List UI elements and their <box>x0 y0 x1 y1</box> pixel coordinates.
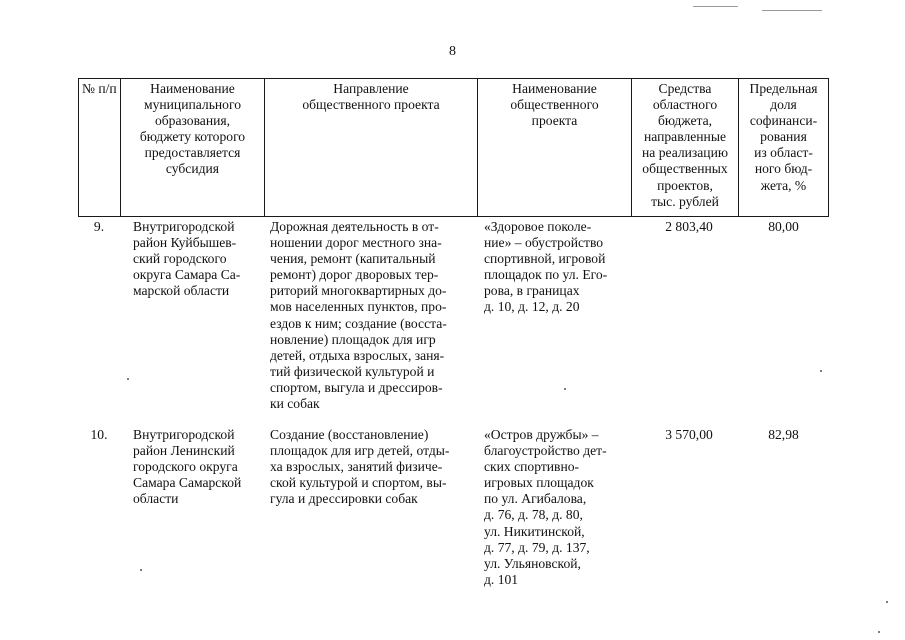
row-municipality: Внутригородской район Ленинский городского округа Самара Самарской области <box>133 427 242 507</box>
scan-speck <box>140 569 142 571</box>
header-project-name: Наименование общественного проекта <box>510 81 599 129</box>
header-number: № п/п <box>82 81 117 96</box>
scan-speck <box>127 378 129 380</box>
row-max-share: 80,00 <box>768 219 799 234</box>
row-municipality: Внутригородской район Куйбышев- ский городского округа Самара Са- марской области <box>133 219 241 299</box>
scan-speck <box>886 601 888 603</box>
row-project-name: «Здоровое поколе- ние» – обустройство спортивной, игровой площадок по ул. Его- рова, в границах д. 10, д. 12, д. 20 <box>484 219 608 315</box>
header-max-cofinancing-share: Предельная доля софинанси- рования из област- ного бюд- жета, % <box>749 81 818 193</box>
scan-speck <box>564 388 566 390</box>
table-border-right <box>828 78 829 217</box>
scan-speck <box>820 370 822 372</box>
header-project-direction: Направление общественного проекта <box>302 81 440 113</box>
row-project-direction: Дорожная деятельность в от- ношении дорог местного зна- чения, ремонт (капитальный ремонт) дорог дворовых тер- риторий многоквартирных до- мов населенных пунктов, про- ездов к ним; создание (восста- новление) площадок для игр детей, отдыха взрослых, заня- тий физической культурой и спортом, выгула и дрессиров- ки собак <box>270 219 447 412</box>
row-project-direction: Создание (восстановление) площадок для игр детей, отды- ха взрослых, занятий физиче- ской культурой и спортом, вы- гула и дрессировки собак <box>270 427 450 507</box>
page-number: 8 <box>449 44 456 59</box>
header-regional-funds: Средства областного бюджета, направленные на реализацию общественных проектов, тыс. рублей <box>641 81 729 209</box>
row-regional-funds: 2 803,40 <box>665 219 713 234</box>
row-number: 9. <box>93 219 105 234</box>
table-border-top <box>78 78 828 79</box>
scan-speck <box>878 631 880 633</box>
row-regional-funds: 3 570,00 <box>665 427 713 442</box>
scan-artifact-line <box>762 10 822 11</box>
row-project-name: «Остров дружбы» – благоустройство дет- ских спортивно- игровых площадок по ул. Агибалова, д. 76, д. 78, д. 80, ул. Никитинской, д. 77, д. 79, д. 137, ул. Ульяновской, д. 101 <box>484 427 607 587</box>
table-border-left <box>78 78 79 217</box>
table-header-divider <box>78 216 828 217</box>
row-number: 10. <box>90 427 108 442</box>
row-max-share: 82,98 <box>768 427 799 442</box>
header-municipality: Наименование муниципального образования, бюджету которого предоставляется субсидия <box>139 81 246 177</box>
scan-artifact-line <box>693 6 738 7</box>
